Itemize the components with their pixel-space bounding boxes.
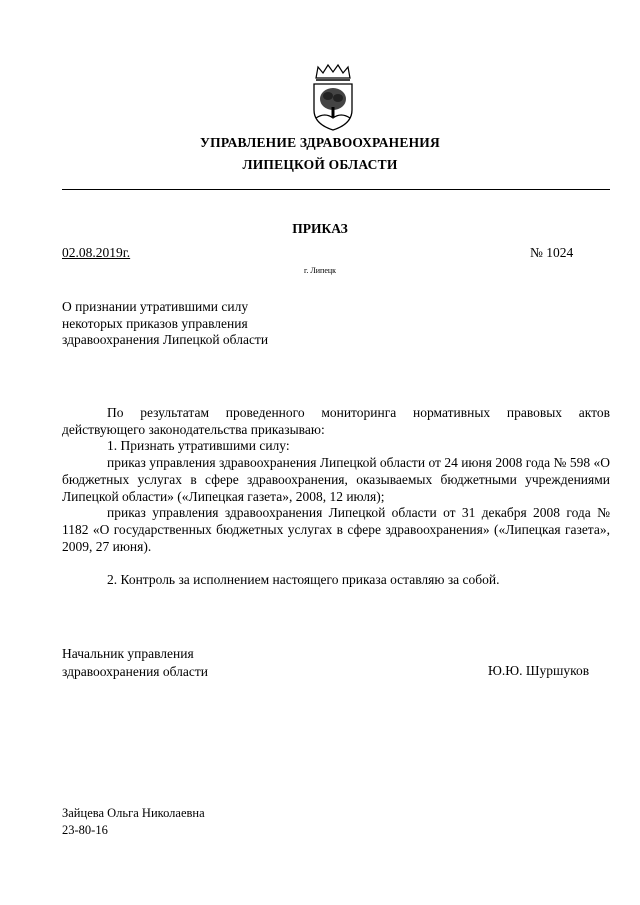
org-name-line2: ЛИПЕЦКОЙ ОБЛАСТИ: [242, 157, 398, 172]
document-body: [62, 405, 610, 589]
document-subject: [62, 299, 342, 349]
header-divider: [62, 189, 610, 190]
document-number: № 1024: [530, 245, 574, 260]
subject-line: некоторых приказов управления: [62, 315, 248, 331]
signatory-role: [62, 645, 208, 680]
executor-phone: 23-80-16: [62, 823, 108, 837]
item-1b: приказ управления здравоохранения Липецкой области от 31 декабря 2008 года № 1182 «О государственных бюджетных услугах в сфере здравоохранения» («Липецкая газета», 2009, 27 июня).: [62, 505, 610, 554]
document-type: ПРИКАЗ: [292, 221, 348, 236]
item-2: 2. Контроль за исполнением настоящего приказа оставляю за собой.: [107, 572, 500, 588]
item-1a: приказ управления здравоохранения Липецкой области от 24 июня 2008 года № 598 «О бюджетных услугах в сфере здравоохранения, оказываемых бюджетными учреждениями Липецкой области» («Липецкая газета», 2008, 12 июля);: [62, 455, 610, 504]
executor-info: [62, 805, 205, 839]
signatory-role-line: Начальник управления: [62, 646, 194, 661]
subject-line: О признании утратившими силу: [62, 299, 249, 314]
document-city: г. Липецк: [303, 266, 337, 275]
subject-line: здравоохранения Липецкой области: [62, 332, 269, 347]
item-1: 1. Признать утратившими силу:: [107, 438, 290, 454]
preamble-paragraph: По результатам проведенного мониторинга нормативных правовых актов действующего законодательства приказываю:: [62, 405, 610, 437]
signatory-role-line: здравоохранения области: [62, 663, 209, 679]
signatory-name: Ю.Ю. Шуршуков: [488, 663, 590, 678]
executor-name: Зайцева Ольга Николаевна: [62, 806, 205, 820]
coat-of-arms-icon: [310, 62, 356, 132]
org-name-line1: УПРАВЛЕНИЕ ЗДРАВООХРАНЕНИЯ: [200, 135, 440, 150]
document-date: 02.08.2019г.: [62, 245, 131, 260]
